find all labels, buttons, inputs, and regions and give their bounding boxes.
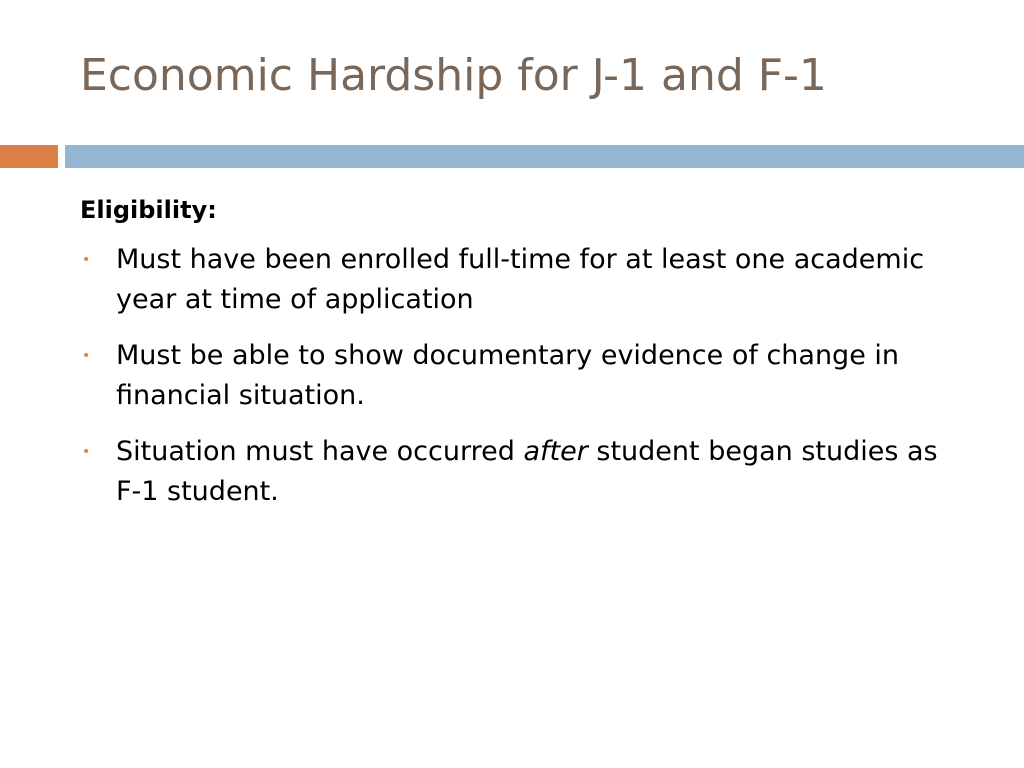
title-rule-accent: [0, 145, 58, 168]
bullet-dot-icon: •: [82, 348, 91, 365]
bullet-dot-icon: •: [82, 252, 91, 269]
bullet-text-before: Situation must have occurred: [116, 436, 524, 468]
eligibility-heading: Eligibility:: [80, 196, 217, 224]
bullet-item: [80, 432, 960, 512]
bullet-text-emphasis: after: [523, 436, 588, 468]
bullet-item: [80, 336, 960, 416]
slide-title: Economic Hardship for J-1 and F-1: [80, 50, 827, 101]
bullet-text: Must be able to show documentary evidence of change in financial situation.: [116, 340, 899, 412]
title-rule-bar: [65, 145, 1024, 168]
bullet-dot-icon: •: [82, 444, 91, 461]
bullet-list: [80, 240, 960, 512]
slide-body: [80, 195, 960, 528]
bullet-item: [80, 240, 960, 320]
bullet-text-after: student began studies as F-1 student.: [116, 436, 938, 508]
bullet-text: Must have been enrolled full-time for at least one academic year at time of application: [116, 244, 925, 316]
